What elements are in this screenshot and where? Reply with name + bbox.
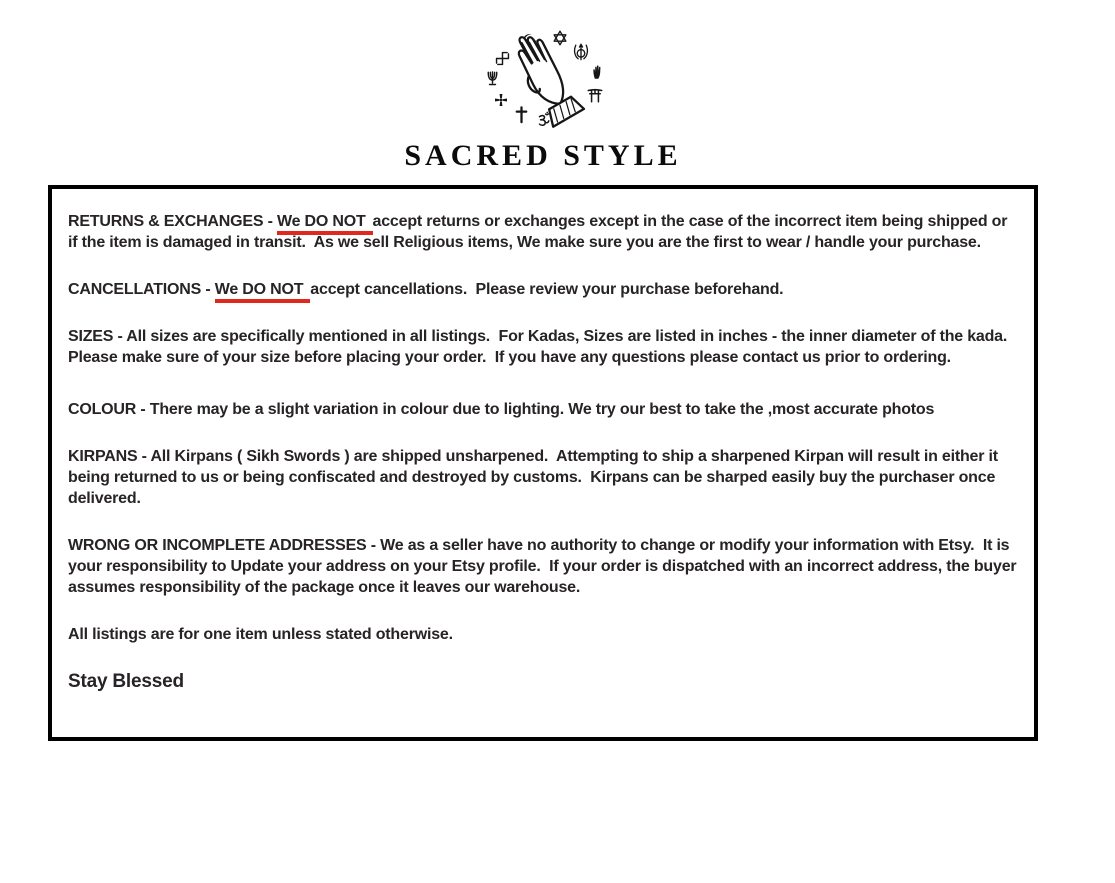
policy-note: [68, 624, 1018, 645]
paragraph-body: accept returns or exchanges except in the case of the incorrect item being shipped or if the item is damaged in transit. As we sell Religious items, We make sure you are the first to wear / handle your purchase.: [68, 213, 1012, 251]
brand-logo: [48, 0, 1038, 173]
paragraph-heading: RETURNS & EXCHANGES -: [68, 213, 277, 230]
policy-box: [48, 185, 1038, 741]
paragraph-heading: CANCELLATIONS -: [68, 281, 215, 298]
paragraph-body: accept cancellations. Please review your purchase beforehand.: [310, 281, 784, 298]
paragraph-heading: WRONG OR INCOMPLETE ADDRESSES -: [68, 537, 381, 554]
note-text: All listings are for one item unless stated otherwise.: [68, 626, 453, 643]
paragraph-body: All sizes are specifically mentioned in all listings. For Kadas, Sizes are listed in inches - the inner diameter of the kada. Please make sure of your size before placing your order. If you have any questions please contact us prior to ordering.: [68, 328, 1016, 366]
policy-paragraph-colour: [68, 399, 1018, 420]
policy-paragraph-cancellations: [68, 279, 1018, 300]
policy-paragraph-kirpans: [68, 446, 1018, 509]
paragraph-body: We as a seller have no authority to change or modify your information with Etsy. It is your responsibility to Update your address on your Etsy profile. If your order is dispatched with an incorrect address, the buyer assumes responsibility of the package once it leaves our warehouse.: [68, 537, 1021, 596]
policy-paragraph-returns: [68, 211, 1018, 253]
red-underlined-phrase: We DO NOT: [277, 213, 373, 235]
policy-paragraph-addresses: [68, 535, 1021, 598]
praying-hands-icon: [498, 22, 596, 136]
signoff: Stay Blessed: [68, 671, 184, 692]
brand-name: SACRED STYLE: [404, 139, 682, 172]
red-underlined-phrase: We DO NOT: [215, 281, 311, 303]
paragraph-body: All Kirpans ( Sikh Swords ) are shipped unsharpened. Attempting to ship a sharpened Kirpan will result in either it being returned to us or being confiscated and destroyed by customs. Kirpans can be sharped easily buy the purchaser once delivered.: [68, 448, 1003, 507]
paragraph-heading: COLOUR -: [68, 401, 150, 418]
policy-paragraph-sizes: [68, 326, 1018, 368]
page: [48, 0, 1038, 741]
paragraph-heading: KIRPANS -: [68, 448, 151, 465]
paragraph-body: There may be a slight variation in colour due to lighting. We try our best to take the ,most accurate photos: [149, 401, 935, 418]
paragraph-heading: SIZES -: [68, 328, 127, 345]
brand-emblem: [458, 20, 628, 135]
